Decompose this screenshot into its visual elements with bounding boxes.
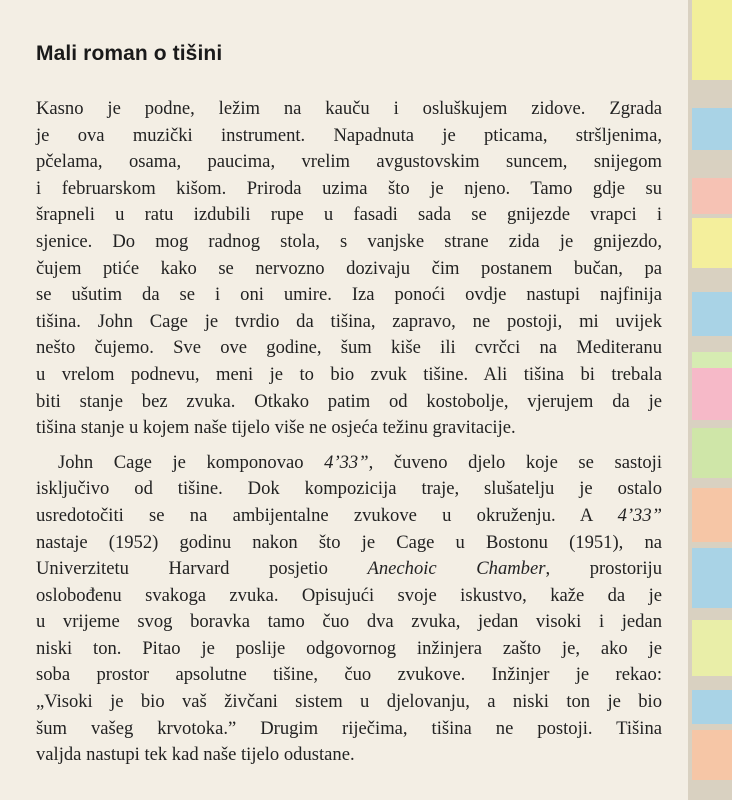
text-line: u vrelom podnevu, meni je to bio zvuk tišine. Ali tišina bi trebala xyxy=(36,363,662,385)
text-line: je ova muzički instrument. Napadnuta je pticama, stršljenima, xyxy=(36,124,662,146)
text-line: sjenice. Do mog radnog stola, s vanjske strane zida je gnijezdo, xyxy=(36,230,662,252)
paragraph-2 xyxy=(36,450,662,769)
text-line: oslobođenu svakoga zvuka. Opisujući svoje iskustvo, kaže da je xyxy=(36,584,662,606)
text-line: niski ton. Pitao je poslije odgovornog inžinjera zašto je, ako je xyxy=(36,637,662,659)
sticky-tab xyxy=(692,488,732,542)
sticky-tab xyxy=(692,428,732,478)
text-line: soba prostor apsolutne tišine, čuo zvukove. Inžinjer je rekao: xyxy=(36,664,662,686)
text-line: tišina. John Cage je tvrdio da tišina, zapravo, ne postoji, mi uvijek xyxy=(36,310,662,332)
text-line: u vrijeme svog boravka tamo čuo dva zvuka, jedan visoki i jedan xyxy=(36,611,662,633)
text-line: se ušutim da se i oni umire. Iza ponoći ovdje nastupi najfinija xyxy=(36,284,662,306)
sticky-tab xyxy=(692,178,732,214)
sticky-tab xyxy=(692,0,732,80)
text-line: nastaje (1952) godinu nakon što je Cage u Bostonu (1951), na xyxy=(36,531,662,553)
sticky-tab xyxy=(692,352,732,368)
text-line: šum vašeg krvotoka.” Drugim riječima, tišina ne postoji. Tišina xyxy=(36,717,662,739)
sticky-tab xyxy=(692,292,732,336)
sticky-tab xyxy=(692,690,732,724)
sticky-tab xyxy=(692,620,732,676)
sticky-tab xyxy=(692,108,732,150)
page-edge-with-sticky-tabs xyxy=(688,0,732,800)
text-line: i februarskom kišom. Priroda uzima što je njeno. Tamo gdje su xyxy=(36,177,662,199)
text-line: biti stanje bez zvuka. Otkako patim od kostobolje, vjerujem da je xyxy=(36,390,662,412)
chapter-title: Mali roman o tišini xyxy=(36,42,223,65)
sticky-tab xyxy=(692,548,732,608)
text-line: pčelama, osama, paucima, vrelim avgustovskim suncem, snijegom xyxy=(36,151,662,173)
text-line: Univerzitetu Harvard posjetio Anechoic Chamber, prostoriju xyxy=(36,558,662,580)
text-line: „Visoki je bio vaš živčani sistem u djelovanju, a niski ton je bio xyxy=(36,691,662,713)
text-line: čujem ptiće kako se nervozno dozivaju čim postanem bučan, pa xyxy=(36,257,662,279)
text-line: John Cage je komponovao 4’33”, čuveno djelo koje se sastoji xyxy=(58,451,662,473)
paragraph-1 xyxy=(36,96,662,442)
text-line: usredotočiti se na ambijentalne zvukove u okruženju. A 4’33” xyxy=(36,504,662,526)
sticky-tab xyxy=(692,368,732,420)
text-line: tišina stanje u kojem naše tijelo više ne osjeća težinu gravitacije. xyxy=(36,417,516,439)
text-line: nešto čujemo. Sve ove godine, šum kiše ili cvrčci na Mediteranu xyxy=(36,337,662,359)
text-line: valjda nastupi tek kad naše tijelo odustane. xyxy=(36,744,355,766)
sticky-tab xyxy=(692,730,732,780)
sticky-tab xyxy=(692,218,732,268)
text-line: isključivo od tišine. Dok kompozicija traje, slušatelju je ostalo xyxy=(36,478,662,500)
text-line: Kasno je podne, ležim na kauču i osluškujem zidove. Zgrada xyxy=(36,98,662,119)
body-text xyxy=(36,96,662,769)
text-line: šrapneli u ratu izdubili rupe u fasadi sada se gnijezde vrapci i xyxy=(36,204,662,226)
